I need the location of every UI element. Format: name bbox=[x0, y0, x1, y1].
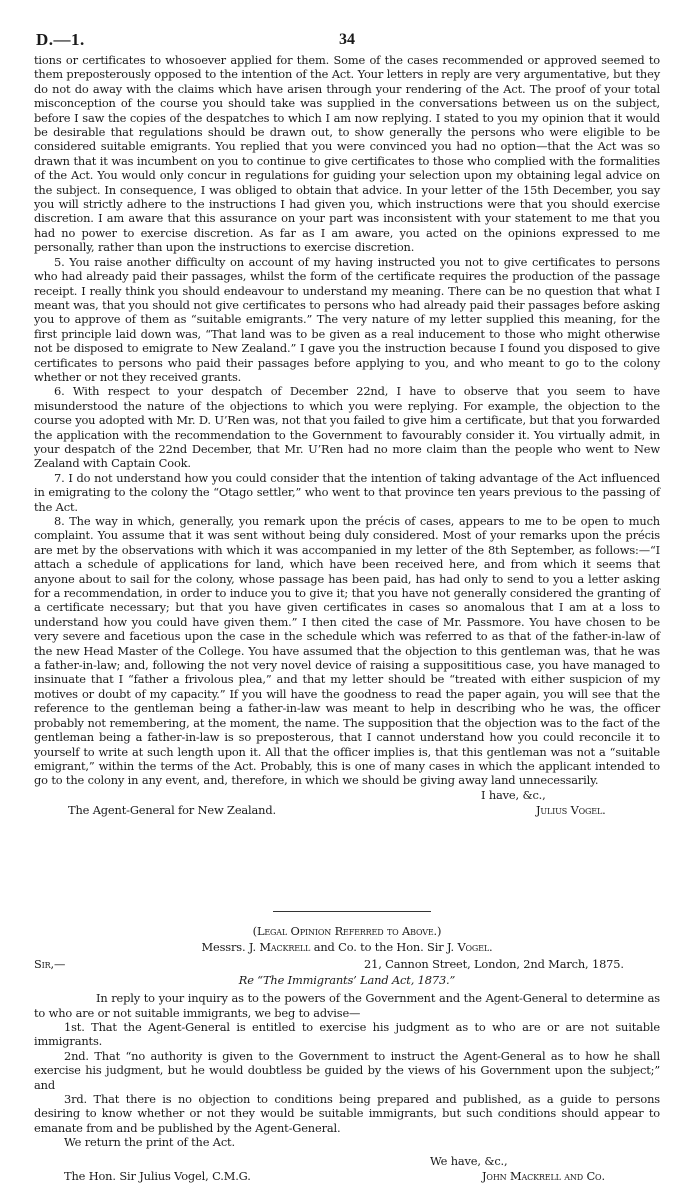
paragraph-6: 6. With respect to your despatch of December 22nd, I have to observe that you seem to have misunderstood the nature of the objections to which you were replying. For example, the objection to the course you adopted with Mr. D. U’Ren was, not that you failed to give him a certificate, but that you forwarded the application with the recommendation to the Government to favourably consider it. You virtually admit, in your despatch of the 22nd December, that Mr. U’Ren had no more claim than the people who went to New Zealand with Captain Cook. bbox=[34, 384, 660, 471]
from-line-pre: Messrs. J. bbox=[201, 940, 260, 955]
return-note: We return the print of the Act. bbox=[64, 1135, 235, 1150]
legal-closing-phrase: We have, &c., bbox=[430, 1153, 508, 1168]
paragraph-continued: tions or certificates to whosoever applied for them. Some of the cases recommended or approved seemed to them preposterously opposed to the intention of the Act. Your letters in reply are very argumentative, but they do not do away with the claims which have arisen through your rendering of the Act. The proof of your total misconception of the course you should take was supplied in the conversations between us on the subject, before I saw the copies of the despatches to which I am now replying. I stated to you my opinion that it would be desirable that regulations should be drawn out, to show generally the persons who were eligible to be considered suitable emigrants. You replied that you were convinced you had no option—that the Act was so drawn that it was incumbent on you to continue to give certificates to those who complied with the formalities of the Act. You would only concur in regulations for guiding your selection upon my obtaining legal advice on the subject. In consequence, I was obliged to obtain that advice. In your letter of the 15th December, you say you will strictly adhere to the instructions I had given you, which instructions were that you should exercise discretion. I am aware that this assurance on your part was inconsistent with your statement to me that you had no power to exercise discretion. As far as I am aware, you acted on the opinions expressed to me personally, rather than upon the instructions to exercise discretion. bbox=[34, 53, 660, 255]
signature: Julius Vogel. bbox=[536, 802, 606, 817]
document-code: D.—1. bbox=[36, 30, 85, 49]
page-number: 34 bbox=[339, 31, 355, 48]
point-1: 1st. That the Agent-General is entitled to exercise his judgment as to who are or are not suitable immigrants. bbox=[34, 1020, 660, 1049]
re-line: Re “The Immigrants’ Land Act, 1873.” bbox=[238, 972, 456, 987]
from-line-end: . bbox=[489, 940, 493, 955]
legal-opinion-heading: (Legal Opinion Referred to Above.) bbox=[252, 924, 442, 938]
legal-opinion bbox=[34, 924, 660, 1186]
paragraph-8: 8. The way in which, generally, you remark upon the précis of cases, appears to me to be open to much complaint. You assume that it was sent without being duly considered. Most of your remarks upon the précis are met by the observations with which it was accompanied in my letter of the 8th September, as follows:—“I attach a schedule of applications for land, which have been received here, and from which it seems that anyone about to sail for the colony, whose passage has been paid, has had only to send to you a letter asking for a recommendation, in order to induce you to give it; that you have not generally considered the granting of a certificate necessary; but that you have given certificates in cases so anomalous that I am at a loss to understand how you could have given them.” I then cited the case of Mr. Passmore. You have chosen to be very severe and facetious upon the case in the schedule which was referred to as that of the father-in-law of the new Head Master of the College. You have assumed that the objection to this gentleman was, that he was a father-in-law; and, following the not very novel device of raising a supposititious case, you have managed to insinuate that I “father a frivolous plea,” and that my letter should be “treated with either suspicion of my motives or doubt of my capacity.” If you will have the goodness to read the paper again, you will see that the reference to the gentleman being a father-in-law was meant to help in describing who he was, the officer probably not remembering, at the moment, the name. The supposition that the objection was to the fact of the gentleman being a father-in-law is so preposterous, that I cannot understand how you could reconcile it to yourself to write at such length upon it. All that the officer implies is, that this gentleman was not a “suitable emigrant,” within the terms of the Act. Probably, this is one of many cases in which the applicant intended to go to the colony in any event, and, therefore, in which we should be giving away land unnecessarily. bbox=[34, 514, 660, 788]
salutation: Sir,— bbox=[34, 956, 66, 971]
closing-phrase: I have, &c., bbox=[481, 787, 546, 802]
legal-intro: In reply to your inquiry as to the powers of the Government and the Agent-General to determine as to who are or not suitable immigrants, we beg to advise— bbox=[34, 991, 660, 1020]
letter-body bbox=[34, 53, 660, 818]
from-line-name2: Vogel bbox=[457, 940, 490, 955]
legal-closing bbox=[34, 1154, 660, 1186]
from-line-name: Mackrell bbox=[259, 940, 311, 955]
point-3: 3rd. That there is no objection to conditions being prepared and published, as a guide to persons desiring to know whether or not they would be suitable immigrants, but such conditions should appear to emanate from and be published by the Agent-General. bbox=[34, 1092, 660, 1135]
addressee: The Agent-General for New Zealand. bbox=[68, 802, 276, 817]
legal-addressee: The Hon. Sir Julius Vogel, C.M.G. bbox=[64, 1168, 251, 1183]
letter-closing bbox=[34, 788, 660, 818]
legal-signature: John Mackrell and Co. bbox=[482, 1168, 605, 1183]
from-line-post: and Co. to the Hon. Sir J. bbox=[310, 940, 458, 955]
section-divider bbox=[273, 911, 431, 912]
paragraph-7: 7. I do not understand how you could consider that the intention of taking advantage of the Act influenced in emigrating to the colony the “Otago settler,” who went to that province ten years previous to the passing of the Act. bbox=[34, 470, 660, 514]
from-line bbox=[34, 940, 660, 954]
salutation-row bbox=[34, 957, 660, 972]
point-2: 2nd. That “no authority is given to the Government to instruct the Agent-General as to how he shall exercise his judgment, but he would doubtless be guided by the views of his Government upon the subject;” and bbox=[34, 1048, 660, 1092]
address-date: 21, Cannon Street, London, 2nd March, 1875. bbox=[364, 956, 624, 971]
paragraph-5: 5. You raise another difficulty on account of my having instructed you not to give certificates to persons who had already paid their passages, whilst the form of the certificate requires the production of the passage receipt. I really think you should endeavour to understand my meaning. There can be no question that what I meant was, that you should not give certificates to persons who had already paid their passages before asking you to approve of them as “suitable emigrants.” The very nature of my letter supplied this meaning, for the first principle laid down was, “That land was to be given as a real inducement to those who might otherwise not be disposed to emigrate to New Zealand.” I gave you the instruction because I found you disposed to give certificates to persons who paid their passages before applying to you, and who meant to go to the colony whether or not they received grants. bbox=[34, 254, 660, 384]
